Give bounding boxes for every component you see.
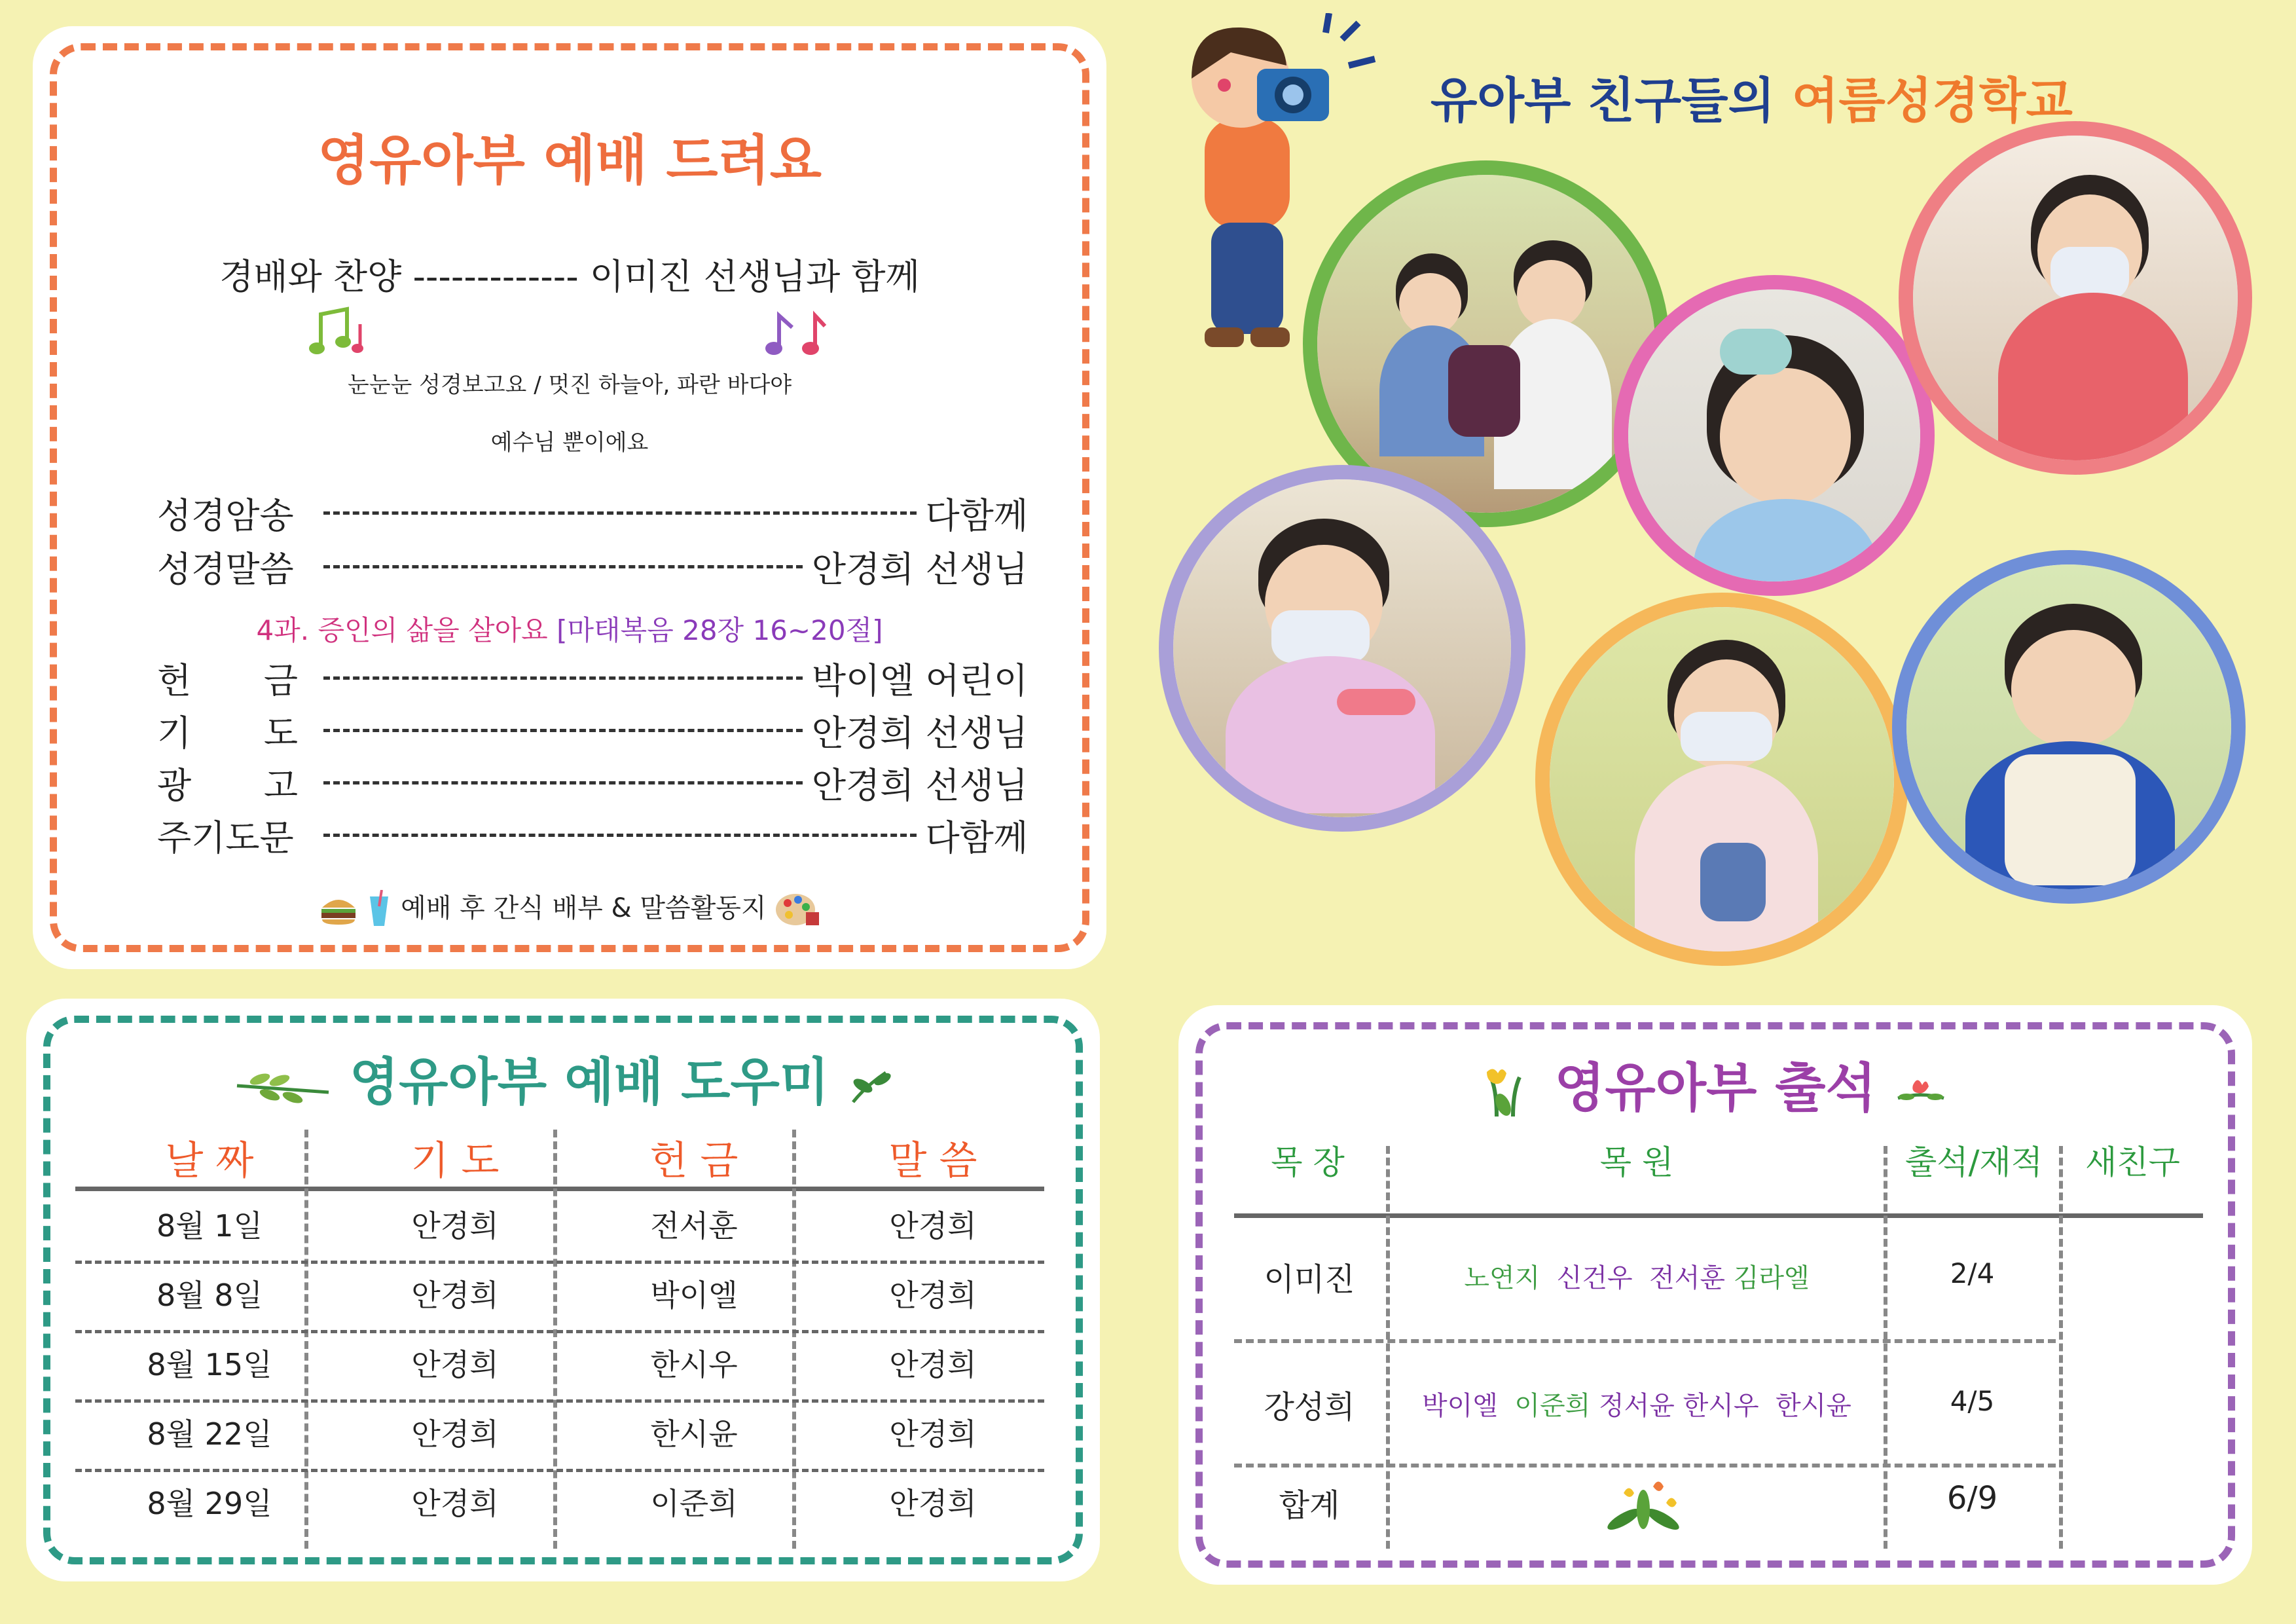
total-ratio: 6/9 [1946, 1480, 1998, 1517]
order-item [157, 707, 1028, 753]
member-name: 한시윤 [1776, 1391, 1851, 1421]
order-item [157, 812, 1028, 858]
member-name: 한시우 [1683, 1391, 1759, 1421]
songs-line-1: 눈눈눈 성경보고요 / 멋진 하늘아, 파란 바다야 [347, 372, 792, 398]
order-who: 안경희 선생님 [811, 712, 1028, 754]
attendance-title-text: 영유아부 출석 [1554, 1058, 1876, 1118]
helpers-col-date: 날 짜 [165, 1138, 254, 1184]
order-item [157, 490, 1028, 536]
order-label: 성경암송 [157, 494, 294, 536]
opening-line [33, 249, 1106, 299]
attendance-panel [1178, 1005, 2252, 1585]
opening-dashes: ------------- [412, 256, 579, 297]
order-who: 안경희 선생님 [811, 548, 1028, 590]
member-name: 전서훈 [1649, 1263, 1725, 1293]
helpers-col-word: 말 씀 [888, 1138, 977, 1184]
worship-order-panel [33, 26, 1106, 969]
member-name: 김라엘 [1733, 1263, 1810, 1293]
attendance-title [1178, 1046, 2252, 1121]
helpers-panel [26, 999, 1100, 1581]
dash-leader [323, 676, 803, 680]
tulip-icon [1597, 1473, 1689, 1532]
photo-circle [1614, 275, 1935, 596]
tulip-icon [1484, 1065, 1536, 1118]
palette-icon [774, 890, 820, 929]
word-cell: 안경희 [889, 1278, 977, 1313]
order-label: 주기도문 [157, 817, 294, 858]
word-cell: 안경희 [889, 1486, 977, 1521]
order-who: 안경희 선생님 [811, 764, 1028, 806]
attendance-col-ratio: 출석/재적 [1904, 1143, 2043, 1181]
photo-circle [1892, 550, 2246, 904]
attendance-col-members: 목 원 [1599, 1143, 1674, 1181]
order-who: 박이엘 어린이 [811, 659, 1028, 701]
offering-cell: 전서훈 [650, 1208, 738, 1244]
group-leader: 이미진 [1264, 1261, 1355, 1298]
member-list [1388, 1257, 1886, 1295]
hamburger-icon [319, 893, 358, 926]
order-label: 기 도 [157, 712, 298, 754]
helpers-title-text: 영유아부 예배 도우미 [349, 1053, 829, 1112]
tulip-icon [1895, 1072, 1947, 1111]
date-cell: 8월 22일 [147, 1416, 272, 1452]
snack-line [33, 887, 1106, 929]
lesson-reference: [마태복음 28장 16~20절] [556, 614, 883, 646]
photo-circle [1535, 593, 1908, 966]
word-cell: 안경희 [889, 1208, 977, 1244]
header-rule [75, 1187, 1044, 1191]
order-item [157, 544, 1028, 589]
member-list [1388, 1385, 1886, 1422]
attendance-col-group: 목 장 [1271, 1143, 1345, 1181]
date-cell: 8월 8일 [156, 1278, 263, 1313]
order-label: 성경말씀 [157, 548, 294, 590]
order-item [157, 760, 1028, 805]
music-note-icon [759, 301, 831, 360]
lesson-title: 4과. 증인의 삶을 살아요 [256, 614, 548, 646]
photos-title-part1: 유아부 친구들의 [1430, 73, 1776, 129]
photos-title-part2: 여름성경학교 [1791, 73, 2073, 129]
group-leader: 강성희 [1264, 1389, 1355, 1426]
prayer-cell: 안경희 [411, 1347, 499, 1382]
attendance-col-new: 새친구 [2085, 1143, 2180, 1181]
photos-title [1430, 62, 2073, 132]
table-row [75, 1330, 1044, 1403]
leaf-branch-icon [847, 1066, 892, 1105]
table-row [75, 1261, 1044, 1333]
prayer-cell: 안경희 [411, 1278, 499, 1313]
worship-order-title: 영유아부 예배 드려요 [317, 130, 822, 192]
helpers-col-offering: 헌 금 [649, 1138, 738, 1184]
table-row [75, 1191, 1044, 1264]
order-who: 다함께 [925, 817, 1028, 858]
member-name: 정서윤 [1599, 1391, 1675, 1421]
dash-leader [323, 834, 917, 837]
header-rule [1234, 1213, 2203, 1218]
songs-line-2: 예수님 뿐이에요 [490, 430, 649, 456]
helpers-col-prayer: 기 도 [410, 1138, 500, 1184]
snack-text: 예배 후 간식 배부 & 말씀활동지 [401, 893, 767, 923]
photo-circle [1159, 465, 1525, 832]
table-row [75, 1469, 1044, 1538]
prayer-cell: 안경희 [411, 1486, 499, 1521]
opening-label: 경배와 찬양 [219, 256, 402, 297]
row-divider [1234, 1339, 2056, 1343]
leaf-branch-icon [234, 1066, 332, 1105]
music-note-icon [308, 301, 373, 360]
word-cell: 안경희 [889, 1347, 977, 1382]
prayer-cell: 안경희 [411, 1416, 499, 1452]
order-who: 다함께 [925, 494, 1028, 536]
attendance-ratio: 2/4 [1950, 1257, 1995, 1289]
order-label: 헌 금 [157, 659, 298, 701]
member-name: 이준희 [1514, 1391, 1591, 1421]
date-cell: 8월 29일 [147, 1486, 272, 1521]
attendance-ratio: 4/5 [1950, 1385, 1995, 1417]
total-label: 합계 [1279, 1487, 1340, 1524]
prayer-cell: 안경희 [411, 1208, 499, 1244]
dash-leader [323, 781, 803, 784]
offering-cell: 한시윤 [650, 1416, 738, 1452]
opening-leader: 이미진 선생님과 함께 [589, 256, 920, 297]
member-name: 노연지 [1464, 1263, 1540, 1293]
dash-leader [323, 565, 803, 568]
date-cell: 8월 15일 [147, 1347, 272, 1382]
member-name: 신건우 [1556, 1263, 1633, 1293]
member-name: 박이엘 [1422, 1391, 1498, 1421]
order-item [157, 655, 1028, 701]
order-label: 광 고 [157, 764, 298, 806]
date-cell: 8월 1일 [156, 1208, 263, 1244]
offering-cell: 이준희 [650, 1486, 738, 1521]
photo-circle [1899, 121, 2252, 475]
word-cell: 안경희 [889, 1416, 977, 1452]
drink-icon [366, 890, 392, 929]
row-divider [1234, 1464, 2056, 1467]
col-divider [1386, 1146, 1390, 1549]
helpers-title [26, 1041, 1100, 1115]
lesson-line [33, 609, 1106, 648]
offering-cell: 박이엘 [650, 1278, 738, 1313]
table-row [75, 1399, 1044, 1472]
offering-cell: 한시우 [650, 1347, 738, 1382]
dash-leader [323, 729, 803, 732]
col-divider [2059, 1146, 2063, 1549]
dash-leader [323, 511, 917, 515]
